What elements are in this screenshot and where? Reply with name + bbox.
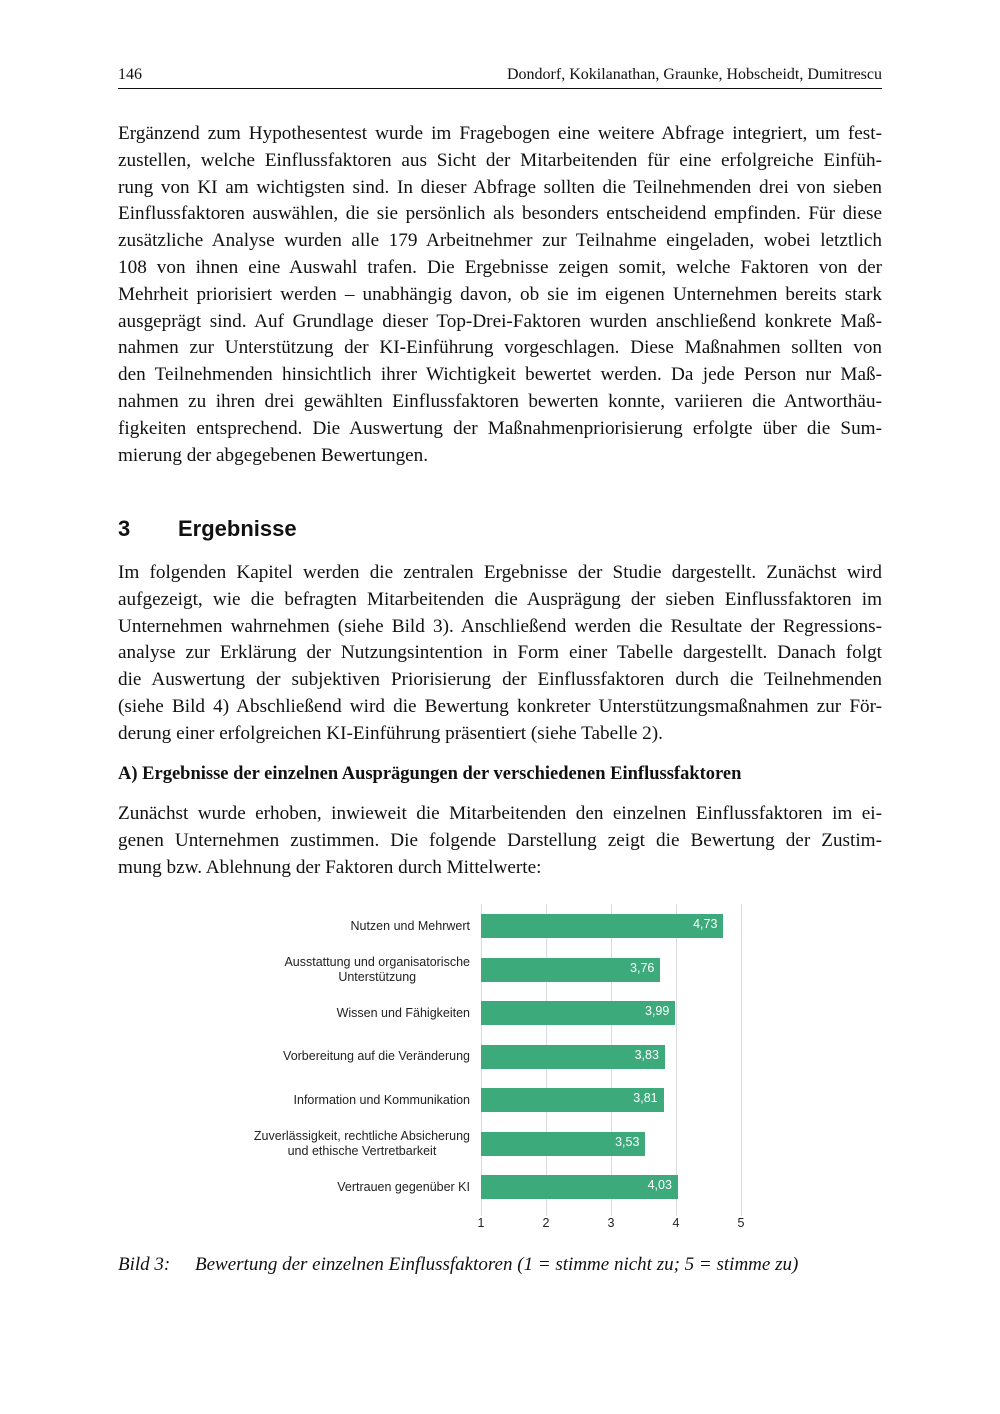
bar — [481, 1045, 665, 1069]
bar-value-label: 4,73 — [693, 917, 718, 931]
running-header — [118, 66, 882, 89]
section-title: Ergebnisse — [178, 516, 297, 541]
bar — [481, 1088, 664, 1112]
text-line: Im folgenden Kapitel werden die zentralen Ergebnisse der Studie dargestellt. Zunächst wird — [118, 562, 882, 583]
category-label — [337, 1006, 470, 1021]
text-line: Ergänzend zum Hypothesentest wurde im Fragebogen eine weitere Abfrage integriert, um fest- — [118, 123, 882, 144]
bar-value-label: 3,76 — [630, 960, 655, 975]
category-label-line: Wissen und Fähigkeiten — [336, 1005, 470, 1020]
gridline — [676, 904, 677, 1216]
category-label — [284, 955, 470, 985]
bar — [481, 958, 660, 982]
intro-paragraph — [118, 121, 882, 469]
caption-label: Bild 3: — [118, 1254, 171, 1275]
category-label-line: Zuverlässigkeit, rechtliche Absicherung — [253, 1128, 470, 1143]
text-line: den Teilnehmenden hinsichtlich ihrer Wichtigkeit bewertet werden. Da jede Person nur Maß- — [118, 364, 882, 386]
page-number: 146 — [118, 66, 142, 83]
text-line: Einflussfaktoren auswählen, die sie persönlich als besonders entscheidend empfinden. Für diese — [118, 203, 882, 225]
category-label — [283, 1049, 470, 1064]
text-line: analyse zur Erklärung der Nutzungsintention in Form einer Tabelle dargestellt. Danach folgt — [118, 642, 882, 664]
text-line: genen Unternehmen zustimmen. Die folgende Darstellung zeigt die Bewertung der Zustim- — [118, 829, 882, 851]
category-label-line: Vertrauen gegenüber KI — [337, 1179, 470, 1194]
text-line: derung einer erfolgreichen KI-Einführung präsentiert (siehe Tabelle 2). — [118, 722, 663, 744]
text-line: Unternehmen wahrnehmen (siehe Bild 3). Anschließend werden die Resultate der Regressions- — [118, 615, 882, 637]
x-tick-label: 2 — [542, 1216, 550, 1230]
category-label-line: Nutzen und Mehrwert — [350, 918, 470, 933]
category-label-line: und ethische Vertretbarkeit — [287, 1143, 437, 1158]
bar — [481, 1132, 645, 1156]
caption-text: Bewertung der einzelnen Einflussfaktoren (1 = stimme nicht zu; 5 = stimme zu) — [195, 1254, 799, 1275]
section-heading — [118, 516, 297, 542]
category-label — [350, 919, 470, 934]
text-line: mierung der abgegebenen Bewertungen. — [118, 444, 429, 466]
bar-value-label: 3,83 — [634, 1047, 659, 1062]
category-label-line: Information und Kommunikation — [293, 1092, 470, 1107]
section-number: 3 — [118, 516, 131, 541]
bar-value-label: 3,53 — [615, 1134, 640, 1149]
bar — [481, 1001, 675, 1025]
text-line: Zunächst wurde erhoben, inwieweit die Mitarbeitenden den einzelnen Einflussfaktoren im ei- — [118, 803, 882, 824]
figure-caption — [118, 1254, 798, 1276]
category-label-line: Unterstützung — [338, 969, 417, 984]
gridline — [741, 904, 742, 1216]
text-line: Mehrheit priorisiert werden – unabhängig davon, ob sie im eigenen Unternehmen bereits stark — [118, 283, 882, 305]
subsection-heading: A) Ergebnisse der einzelnen Ausprägungen der verschiedenen Einflussfaktoren — [118, 764, 742, 784]
text-line: 108 von ihnen eine Auswahl trafen. Die Ergebnisse zeigen somit, welche Faktoren von der — [118, 256, 882, 278]
x-tick-label: 1 — [477, 1216, 485, 1230]
text-line: nahmen zu ihren drei gewählten Einflussfaktoren bewerten konnte, variieren die Antworthäu- — [118, 390, 882, 412]
text-line: figkeiten entsprechend. Die Auswertung der Maßnahmenpriorisierung erfolgte über die Sum- — [118, 417, 882, 439]
bar-value-label: 3,99 — [645, 1004, 670, 1018]
bar — [481, 1175, 678, 1199]
subsection-paragraph — [118, 801, 882, 881]
category-label — [294, 1093, 470, 1108]
text-line: rung von KI am wichtigsten sind. In dieser Abfrage sollten die Teilnehmenden drei von sieben — [118, 176, 882, 198]
x-tick-label: 3 — [607, 1216, 615, 1230]
section-paragraph — [118, 560, 882, 748]
text-line: zustellen, welche Einflussfaktoren aus Sicht der Mitarbeitenden für eine erfolgreiche Einfüh- — [118, 149, 882, 171]
category-label-line: Vorbereitung auf die Veränderung — [283, 1049, 470, 1063]
category-label-line: Ausstattung und organisatorische — [284, 954, 470, 969]
x-tick-label: 5 — [737, 1216, 745, 1230]
x-tick-label: 4 — [672, 1216, 680, 1230]
text-line: die Auswertung der subjektiven Priorisierung der Einflussfaktoren durch die Teilnehmenden — [118, 669, 882, 691]
text-line: zusätzliche Analyse wurden alle 179 Arbeitnehmer zur Teilnahme eingeladen, wobei letztlich — [118, 230, 882, 252]
category-label — [254, 1129, 470, 1159]
bar — [481, 914, 723, 938]
text-line: aufgezeigt, wie die befragten Mitarbeitenden die Ausprägung der sieben Einflussfaktoren im — [118, 588, 882, 610]
author-list: Dondorf, Kokilanathan, Graunke, Hobscheidt, Dumitrescu — [506, 66, 882, 83]
bar-value-label: 3,81 — [633, 1091, 658, 1105]
text-line: nahmen zur Unterstützung der KI-Einführung vorgeschlagen. Diese Maßnahmen sollten von — [118, 337, 882, 359]
text-line: mung bzw. Ablehnung der Faktoren durch Mittelwerte: — [118, 856, 542, 878]
text-line: ausgeprägt sind. Auf Grundlage dieser Top-Drei-Faktoren wurden anschließend konkrete Maß- — [118, 310, 882, 332]
bar-chart — [240, 900, 760, 1240]
category-label — [337, 1180, 470, 1195]
bar-value-label: 4,03 — [647, 1178, 672, 1192]
text-line: (siehe Bild 4) Abschließend wird die Bewertung konkreter Unterstützungsmaßnahmen zur För- — [118, 695, 882, 717]
